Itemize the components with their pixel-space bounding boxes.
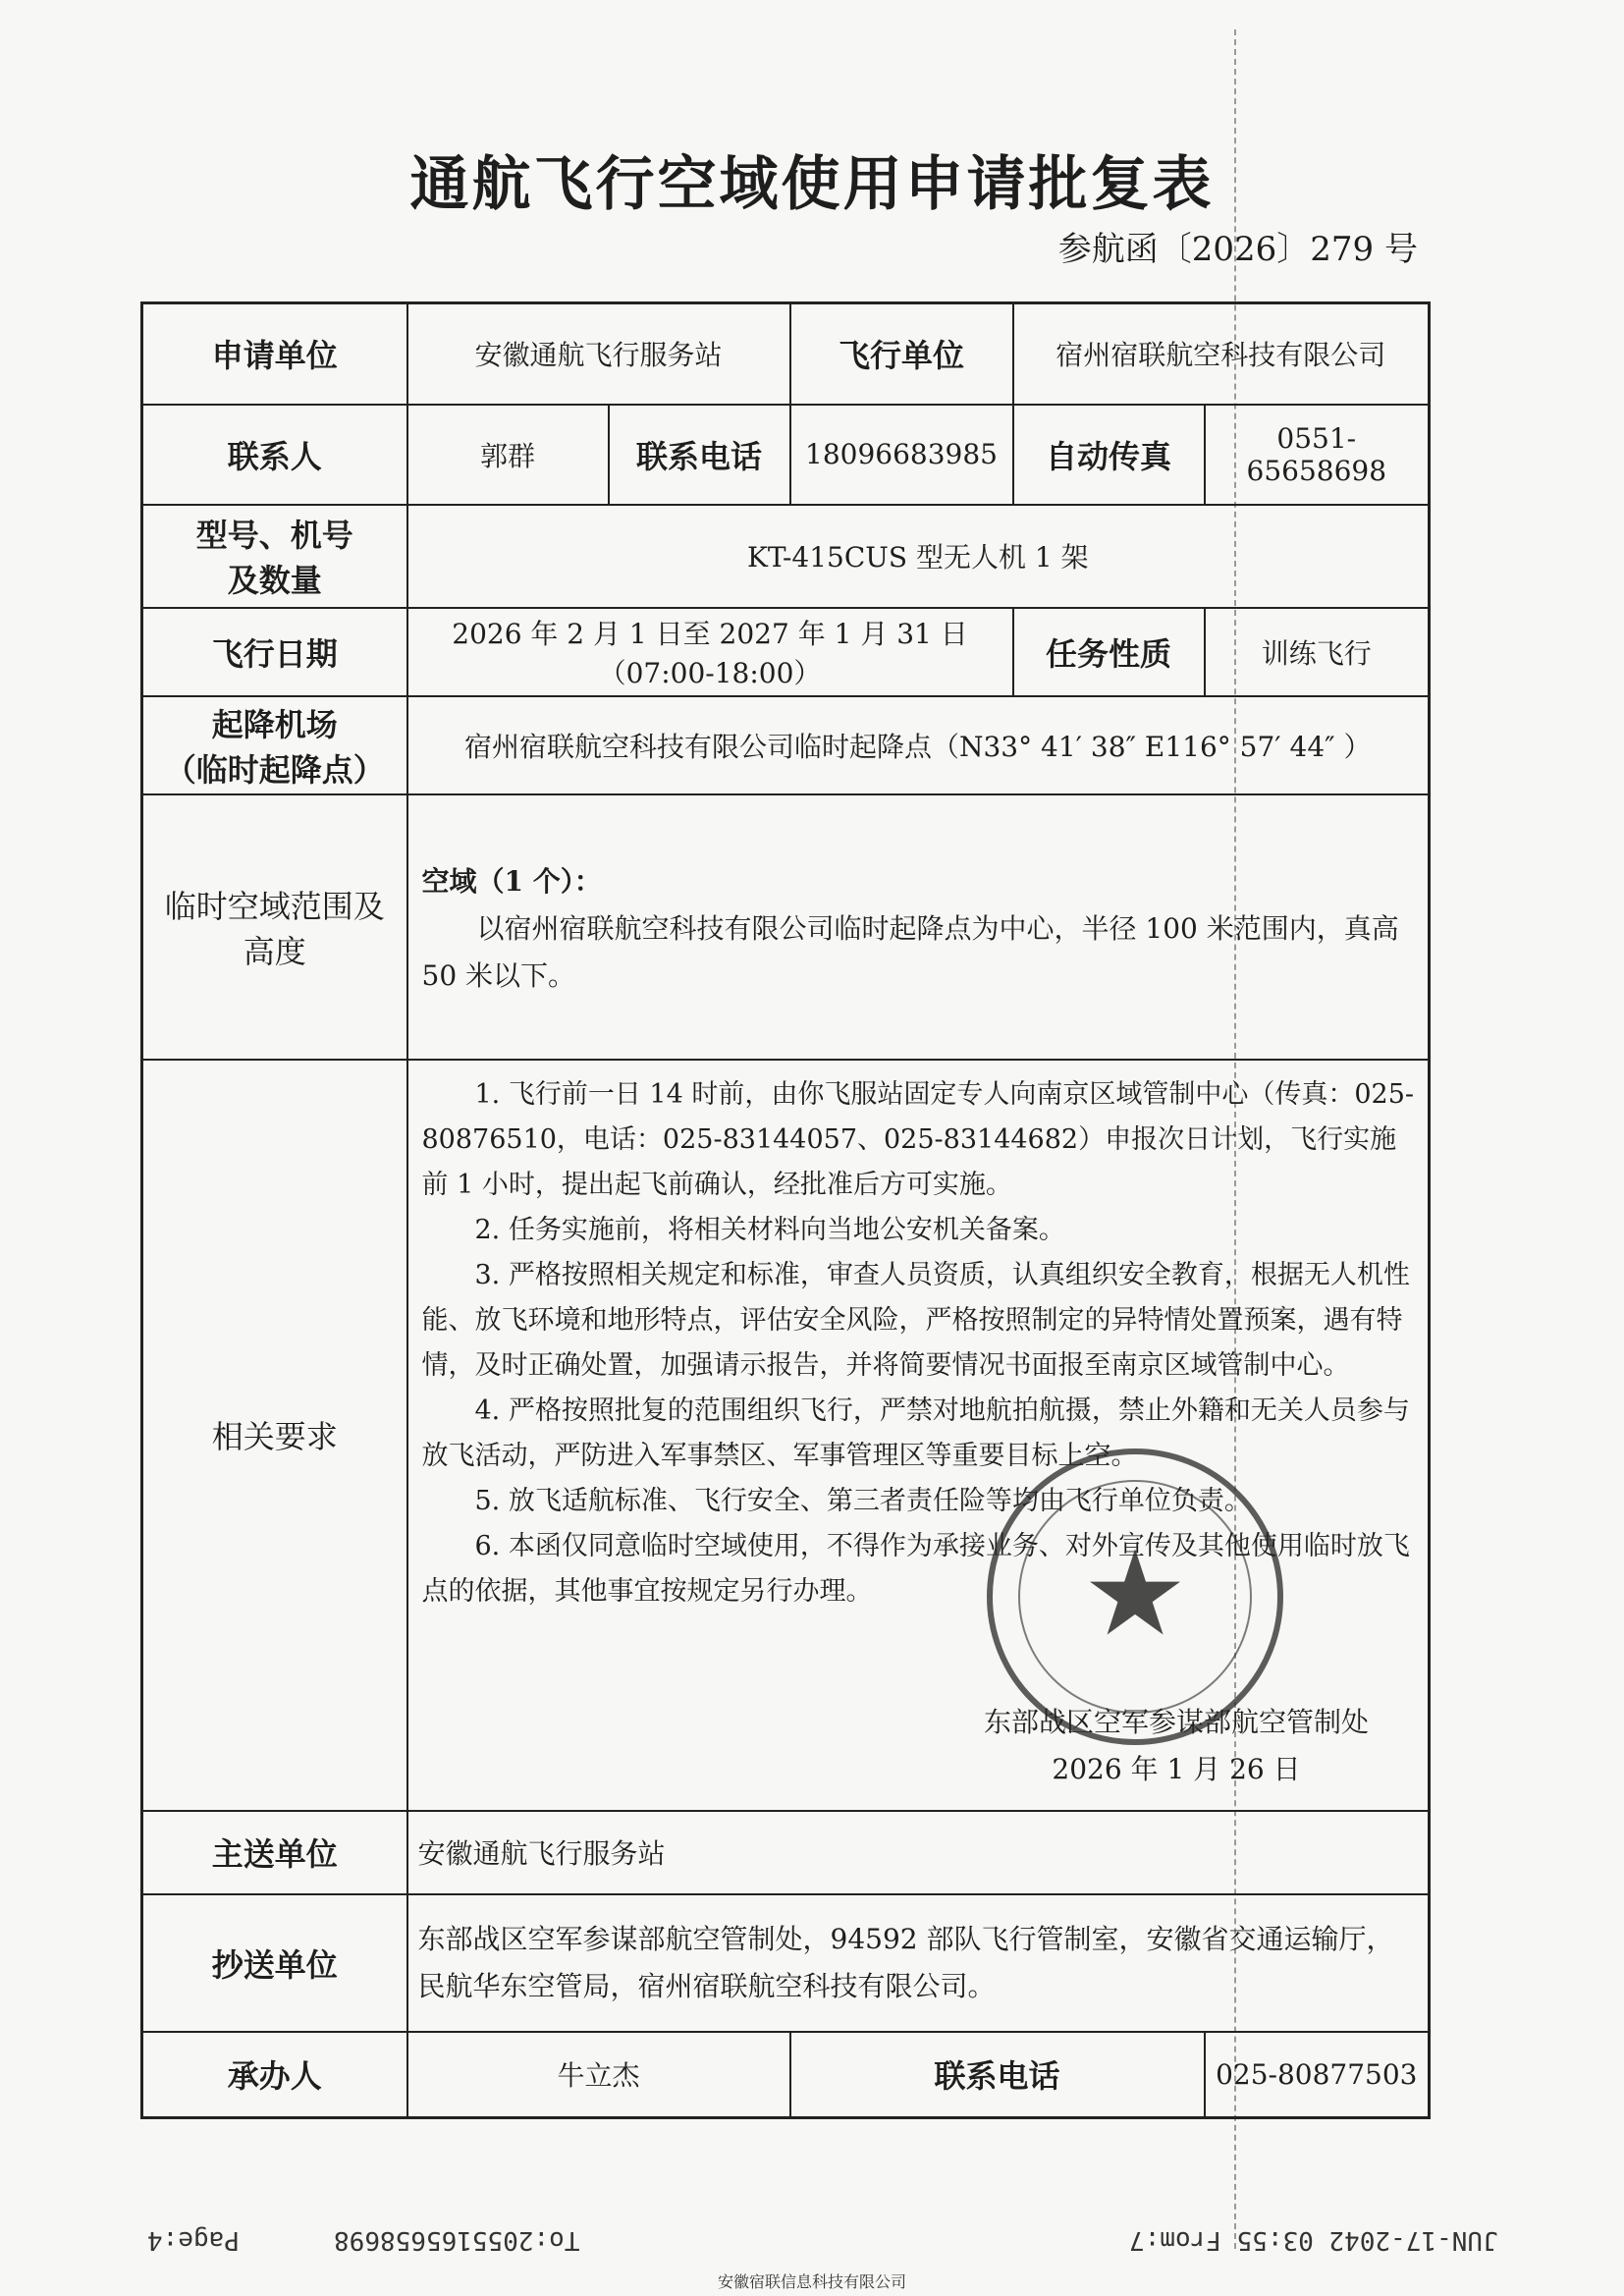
value-applicant: 安徽通航飞行服务站: [407, 303, 790, 405]
flight-time-range: （07:00-18:00）: [598, 656, 822, 689]
label-handler: 承办人: [142, 2032, 407, 2118]
fax-recipient-number: To:2055165658698: [334, 2225, 580, 2255]
signature-org: 东部战区空军参谋部航空管制处: [984, 1705, 1370, 1738]
row-requirements: [142, 1060, 1430, 1811]
value-cc: 东部战区空军参谋部航空管制处，94592 部队飞行管制室，安徽省交通运输厅，民航华东空管局，宿州宿联航空科技有限公司。: [407, 1894, 1430, 2032]
requirements-cell: [407, 1060, 1430, 1811]
label-requirements: 相关要求: [142, 1060, 407, 1811]
value-task: 训练飞行: [1205, 608, 1430, 696]
label-fax: 自动传真: [1013, 405, 1205, 505]
label-main-recipient: 主送单位: [142, 1811, 407, 1894]
fax-page-number: Page:4: [147, 2225, 240, 2255]
row-airspace: [142, 794, 1430, 1060]
label-aircraft: [142, 505, 407, 608]
row-cc: [142, 1894, 1430, 2032]
requirement-item: 3. 严格按照相关规定和标准，审查人员资质，认真组织安全教育，根据无人机性能、放飞环境和地形特点，评估安全风险，严格按照制定的异特情处置预案，遇有特情，及时正确处置，加强请示报告，并将简要情况书面报至南京区域管制中心。: [421, 1259, 1410, 1381]
row-contact: [142, 405, 1430, 505]
label-flight-date: 飞行日期: [142, 608, 407, 696]
requirement-item: 6. 本函仅同意临时空域使用，不得作为承接业务、对外宣传及其他使用临时放飞点的依据，其他事宜按规定另行办理。: [421, 1530, 1410, 1607]
value-handler-phone: 025-80877503: [1205, 2032, 1430, 2118]
footer-company: 安徽宿联信息科技有限公司: [717, 2272, 906, 2291]
row-applicant: [142, 303, 1430, 405]
signature-block: [984, 1699, 1369, 1793]
value-aircraft: KT-415CUS 型无人机 1 架: [407, 505, 1430, 608]
label-airspace-line1: 临时空域范围及: [164, 887, 385, 925]
document-number: 参航函〔2026〕279 号: [1057, 230, 1418, 269]
value-airport: 宿州宿联航空科技有限公司临时起降点（N33° 41′ 38″ E116° 57′ 44″ ）: [407, 696, 1430, 794]
label-aircraft-line2: 及数量: [227, 562, 322, 599]
value-handler: 牛立杰: [407, 2032, 790, 2118]
seal-star-icon: ★: [1082, 1526, 1188, 1663]
requirement-item: 1. 飞行前一日 14 时前，由你飞服站固定专人向南京区域管制中心（传真：025-80876510，电话：025-83144057、025-83144682）申报次日计划，飞行实施前 1 小时，提出起飞前确认，经批准后方可实施。: [421, 1078, 1415, 1200]
label-airspace: [142, 794, 407, 1060]
row-aircraft: [142, 505, 1430, 608]
airspace-description: 以宿州宿联航空科技有限公司临时起降点为中心，半径 100 米范围内，真高 50 米以下。: [421, 911, 1399, 992]
row-flight-date: [142, 608, 1430, 696]
row-main-recipient: [142, 1811, 1430, 1894]
value-flight-date: [407, 608, 1013, 696]
approval-form-table: [140, 301, 1431, 2119]
label-airport-line1: 起降机场: [211, 705, 338, 743]
label-airport: [142, 696, 407, 794]
row-handler: [142, 2032, 1430, 2118]
fax-timestamp: JUN-17-2042 03:55 From:7: [1129, 2225, 1498, 2255]
value-contact: 郭群: [407, 405, 609, 505]
requirement-item: 4. 严格按照批复的范围组织飞行，严禁对地航拍航摄，禁止外籍和无关人员参与放飞活动，严防进入军事禁区、军事管理区等重要目标上空。: [421, 1394, 1410, 1471]
label-applicant: 申请单位: [142, 303, 407, 405]
label-contact: 联系人: [142, 405, 407, 505]
label-flight-unit: 飞行单位: [790, 303, 1013, 405]
label-phone: 联系电话: [609, 405, 790, 505]
page-title: 通航飞行空域使用申请批复表: [409, 150, 1215, 219]
signature-date: 2026 年 1 月 26 日: [1052, 1752, 1301, 1785]
label-task: 任务性质: [1013, 608, 1205, 696]
label-handler-phone: 联系电话: [790, 2032, 1205, 2118]
row-airport: [142, 696, 1430, 794]
value-phone: 18096683985: [790, 405, 1013, 505]
requirement-item: 2. 任务实施前，将相关材料向当地公安机关备案。: [474, 1214, 1065, 1245]
value-fax: 0551-65658698: [1205, 405, 1430, 505]
value-airspace: [407, 794, 1430, 1060]
flight-date-range: 2026 年 2 月 1 日至 2027 年 1 月 31 日: [452, 617, 968, 650]
value-main-recipient: 安徽通航飞行服务站: [407, 1811, 1430, 1894]
label-aircraft-line1: 型号、机号: [195, 517, 353, 554]
label-cc: 抄送单位: [142, 1894, 407, 2032]
label-airport-line2: （临时起降点）: [164, 750, 385, 789]
airspace-heading: 空域（1 个）：: [421, 864, 602, 898]
value-flight-unit: 宿州宿联航空科技有限公司: [1013, 303, 1430, 405]
label-airspace-line2: 高度: [243, 932, 306, 970]
requirement-item: 5. 放飞适航标准、飞行安全、第三者责任险等均由飞行单位负责。: [474, 1485, 1251, 1516]
